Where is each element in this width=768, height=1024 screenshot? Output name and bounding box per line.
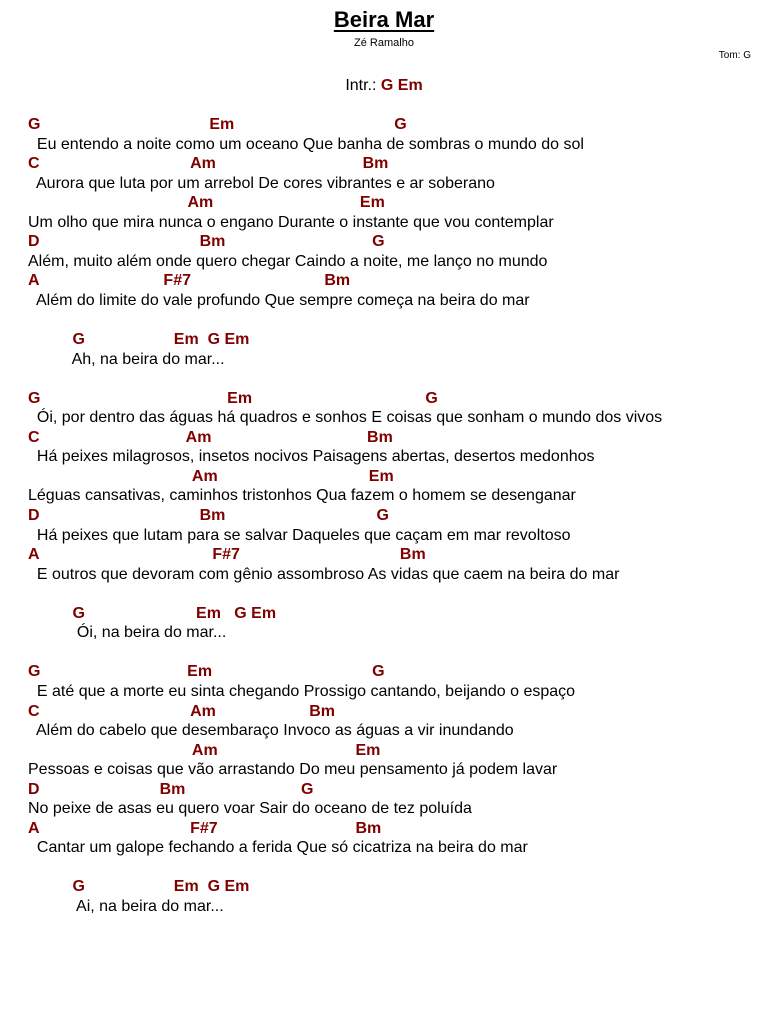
chord-line: A F#7 Bm — [28, 546, 426, 564]
chord-line: Am Em — [28, 467, 394, 485]
lyric-line: No peixe de asas eu quero voar Sair do oceano de tez poluída — [28, 800, 472, 818]
song-title-text: Beira Mar — [333, 7, 435, 32]
chord-line: G Em G Em — [28, 878, 250, 896]
lyric-line: Cantar um galope fechando a ferida Que só cicatriza na beira do mar — [28, 839, 528, 857]
chord-line: D Bm G — [28, 780, 314, 798]
lyric-line: Ói, na beira do mar... — [28, 624, 227, 642]
lyric-line: Ói, por dentro das águas há quadros e sonhos E coisas que sonham o mundo dos vivos — [28, 409, 663, 427]
lyric-line: Aurora que luta por um arrebol De cores vibrantes e ar soberano — [28, 174, 495, 192]
chord-line: A F#7 Bm — [28, 272, 351, 290]
song-title — [0, 7, 768, 33]
lyric-line: E outros que devoram com gênio assombroso As vidas que caem na beira do mar — [28, 565, 620, 583]
chord-line: G Em G Em — [28, 604, 277, 622]
chord-line: G Em G — [28, 116, 407, 133]
song-key: Tom: G — [718, 50, 751, 61]
chord-line: C Am Bm — [28, 428, 393, 446]
chord-line: C Am Bm — [28, 155, 389, 173]
intro-label: Intr.: — [345, 77, 377, 94]
lyric-line: Ai, na beira do mar... — [28, 898, 224, 915]
lyric-line: Há peixes milagrosos, insetos nocivos Paisagens abertas, desertos medonhos — [28, 448, 595, 466]
intro-chords: G Em — [380, 77, 423, 94]
lyric-line: Além do cabelo que desembaraço Invoco as águas a vir inundando — [28, 722, 514, 740]
chord-line: Am Em — [28, 741, 381, 759]
chord-line: Am Em — [28, 194, 385, 212]
chord-line: A F#7 Bm — [28, 819, 382, 837]
chord-line: G Em G Em — [28, 331, 250, 349]
intro-line — [0, 76, 768, 96]
lyric-line: Eu entendo a noite como um oceano Que banha de sombras o mundo do sol — [28, 135, 584, 153]
chord-line: G Em G — [28, 663, 385, 681]
chord-line: C Am Bm — [28, 702, 336, 720]
lyric-line: Ah, na beira do mar... — [28, 350, 225, 368]
lyric-line: Pessoas e coisas que vão arrastando Do meu pensamento já podem lavar — [28, 761, 558, 779]
lyric-line: Há peixes que lutam para se salvar Daqueles que caçam em mar revoltoso — [28, 526, 571, 544]
lyric-line: Léguas cansativas, caminhos tristonhos Qua fazem o homem se desenganar — [28, 487, 576, 505]
lyric-line: E até que a morte eu sinta chegando Prossigo cantando, beijando o espaço — [28, 682, 576, 700]
lyric-line: Além, muito além onde quero chegar Caindo a noite, me lanço no mundo — [28, 252, 548, 270]
chord-line: D Bm G — [28, 507, 389, 524]
song-artist: Zé Ramalho — [354, 37, 414, 49]
lyric-line: Além do limite do vale profundo Que sempre começa na beira do mar — [28, 291, 530, 309]
chord-line: G Em G — [28, 389, 438, 407]
lyric-line: Um olho que mira nunca o engano Durante o instante que vou contemplar — [28, 213, 554, 231]
chord-line: D Bm G — [28, 233, 385, 251]
